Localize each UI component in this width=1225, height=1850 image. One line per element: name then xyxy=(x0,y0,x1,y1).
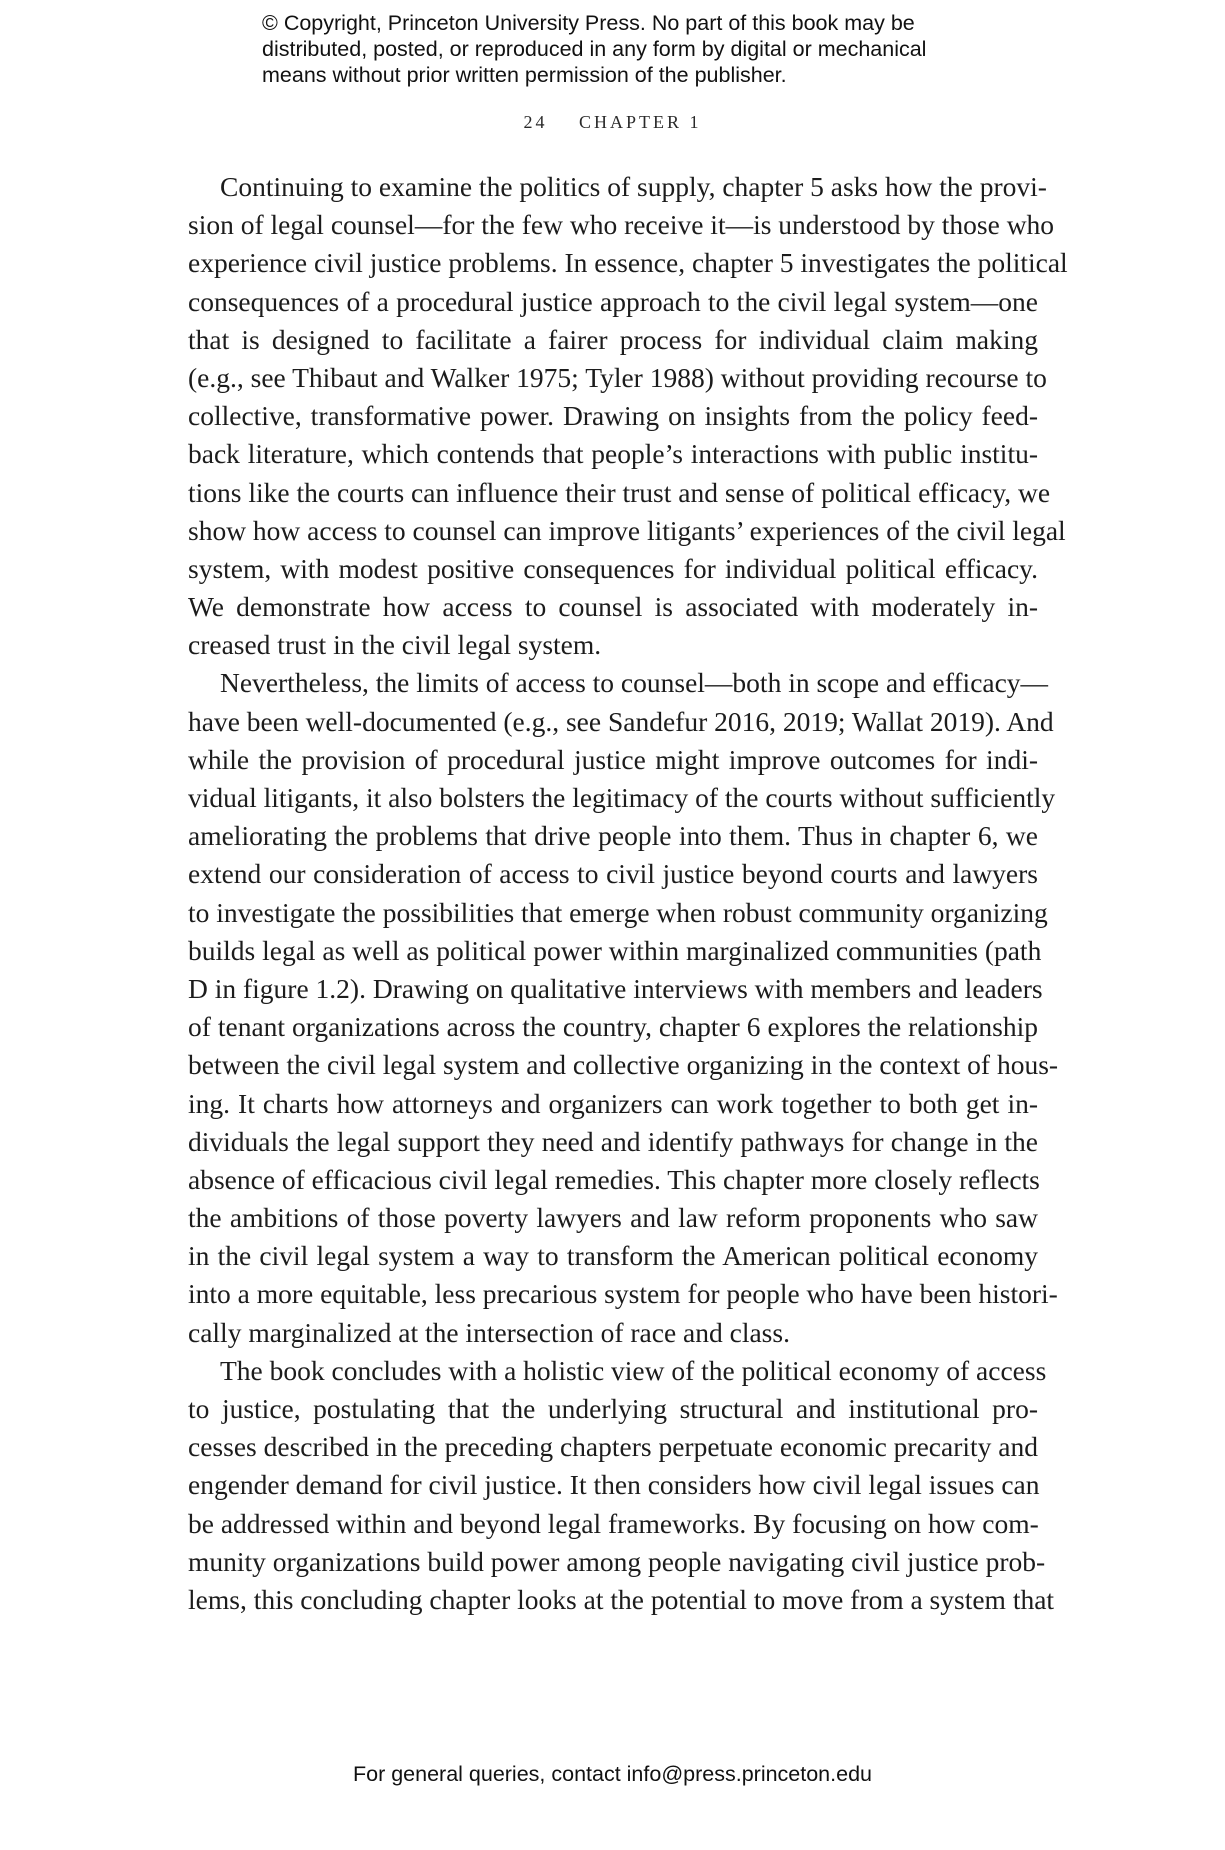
text-line: ameliorating the problems that drive people into them. Thus in chapter 6, we xyxy=(188,820,1038,852)
copyright-notice: © Copyright, Princeton University Press. No part of this book may be distributed, posted, or reproduced in any form by digital or mechanical means without prior written permission of the publisher. xyxy=(262,11,927,87)
text-line: Continuing to examine the politics of supply, chapter 5 asks how the provi- xyxy=(220,171,1047,202)
text-line: The book concludes with a holistic view of the political economy of access xyxy=(220,1354,1047,1386)
running-head xyxy=(0,112,1225,133)
text-line: in the civil legal system a way to transform the American political economy xyxy=(188,1240,1038,1272)
text-line: to investigate the possibilities that emerge when robust community organizing xyxy=(188,896,1048,928)
text-line: the ambitions of those poverty lawyers and law reform proponents who saw xyxy=(188,1202,1038,1234)
text-line: creased trust in the civil legal system. xyxy=(188,629,602,661)
text-line: into a more equitable, less precarious system for people who have been histori- xyxy=(188,1278,1058,1310)
text-line: munity organizations build power among people navigating civil justice prob- xyxy=(188,1545,1046,1577)
text-line: cesses described in the preceding chapters perpetuate economic precarity and xyxy=(188,1431,1038,1463)
chapter-label: CHAPTER 1 xyxy=(578,112,702,132)
text-line: tions like the courts can influence their trust and sense of political efficacy, we xyxy=(188,476,1051,508)
text-line: experience civil justice problems. In essence, chapter 5 investigates the political xyxy=(188,247,1068,279)
text-line: have been well-documented (e.g., see Sandefur 2016, 2019; Wallat 2019). And xyxy=(188,705,1054,737)
text-line: sion of legal counsel—for the few who receive it—is understood by those who xyxy=(188,209,1055,241)
text-line: D in figure 1.2). Drawing on qualitative interviews with members and leaders xyxy=(188,972,1043,1004)
text-line: between the civil legal system and collective organizing in the context of hous- xyxy=(188,1049,1059,1081)
text-line: (e.g., see Thibaut and Walker 1975; Tyler 1988) without providing recourse to xyxy=(188,361,1047,393)
text-line: lems, this concluding chapter looks at the potential to move from a system that xyxy=(188,1583,1055,1615)
paragraph-2 xyxy=(188,664,1059,1351)
text-line: to justice, postulating that the underlying structural and institutional pro- xyxy=(188,1393,1038,1424)
text-line: while the provision of procedural justice might improve outcomes for indi- xyxy=(188,743,1038,775)
text-line: back literature, which contends that people’s interactions with public institu- xyxy=(188,438,1038,470)
text-line: consequences of a procedural justice approach to the civil legal system—one xyxy=(188,285,1038,317)
text-line: engender demand for civil justice. It then considers how civil legal issues can xyxy=(188,1469,1040,1501)
page-number: 24 xyxy=(523,112,548,132)
text-line: vidual litigants, it also bolsters the legitimacy of the courts without sufficiently xyxy=(188,782,1056,813)
text-line: We demonstrate how access to counsel is associated with moderately in- xyxy=(188,591,1038,623)
text-line: system, with modest positive consequences for individual political efficacy. xyxy=(188,552,1038,584)
text-line: builds legal as well as political power within marginalized communities (path xyxy=(188,934,1042,966)
text-line: extend our consideration of access to civil justice beyond courts and lawyers xyxy=(188,858,1038,890)
body-text xyxy=(188,168,1068,1619)
text-line: of tenant organizations across the country, chapter 6 explores the relationship xyxy=(188,1011,1038,1043)
paragraph-1 xyxy=(188,168,1068,664)
text-line: cally marginalized at the intersection of race and class. xyxy=(188,1316,790,1348)
paragraph-3 xyxy=(188,1352,1055,1619)
text-line: dividuals the legal support they need and identify pathways for change in the xyxy=(188,1125,1038,1157)
footer-contact: For general queries, contact info@press.princeton.edu xyxy=(352,1762,872,1786)
text-line: that is designed to facilitate a fairer process for individual claim making xyxy=(188,323,1038,355)
text-line: show how access to counsel can improve litigants’ experiences of the civil legal xyxy=(188,514,1066,546)
text-line: collective, transformative power. Drawing on insights from the policy feed- xyxy=(188,400,1038,432)
text-line: be addressed within and beyond legal frameworks. By focusing on how com- xyxy=(188,1507,1039,1539)
text-line: Nevertheless, the limits of access to counsel—both in scope and efficacy— xyxy=(220,667,1049,699)
text-line: ing. It charts how attorneys and organizers can work together to both get in- xyxy=(188,1087,1038,1119)
text-line: absence of efficacious civil legal remedies. This chapter more closely reflects xyxy=(188,1163,1040,1195)
